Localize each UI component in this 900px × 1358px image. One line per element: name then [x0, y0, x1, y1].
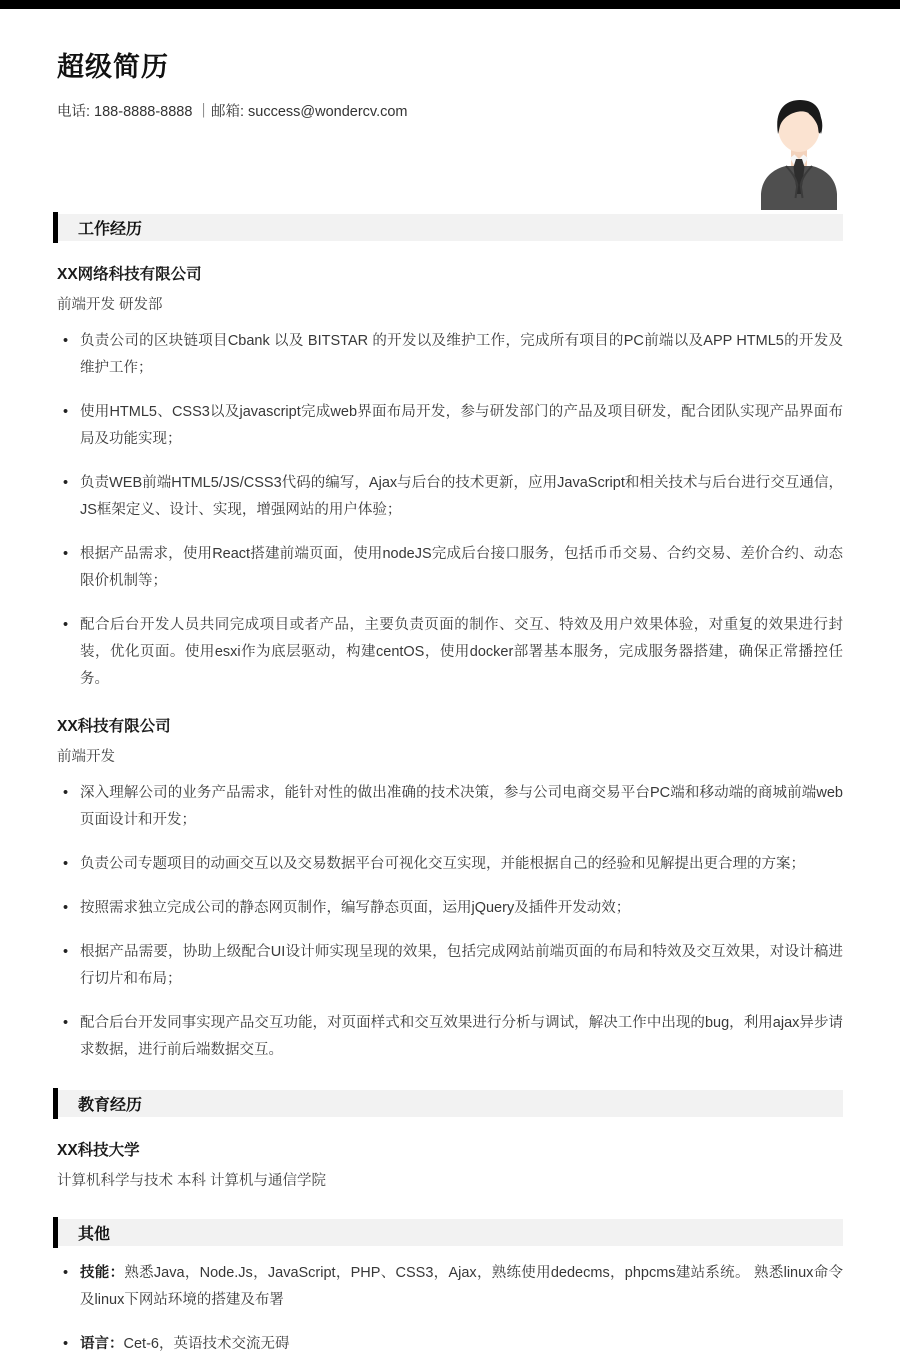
- school-name: XX科技大学: [57, 1141, 140, 1159]
- page-top-bar: [0, 0, 900, 9]
- bullet-item: • 深入理解公司的业务产品需求，能针对性的做出准确的技术决策，参与公司电商交易平台PC端和移动端的商城前端web页面设计和开发；: [57, 780, 843, 834]
- education-detail: 计算机科学与技术 本科 计算机与通信学院: [57, 1172, 327, 1189]
- section-accent-bar: [53, 212, 58, 243]
- bullet-item: • 配合后台开发人员共同完成项目或者产品，主要负责页面的制作、交互、特效及用户效果体验，对重复的效果进行封装，优化页面。使用esxi作为底层驱动，构建centOS，使用docker部署基本服务，完成服务器搭建，确保正常播控任务。: [57, 612, 843, 693]
- bullet-item: • 根据产品需求，使用React搭建前端页面，使用nodeJS完成后台接口服务，包括币币交易、合约交易、差价合约、动态限价机制等；: [57, 541, 843, 595]
- skills-item: [57, 1260, 843, 1314]
- bullet-item: • 按照需求独立完成公司的静态网页制作，编写静态页面，运用jQuery及插件开发动效；: [57, 895, 843, 922]
- company-role: 前端开发: [57, 748, 115, 765]
- person-avatar-icon: [755, 97, 843, 210]
- section-accent-bar: [53, 1088, 58, 1119]
- skills-label: 技能：: [80, 1264, 125, 1281]
- resume-header: [57, 51, 843, 121]
- skills-text: 熟悉Java，Node.Js，JavaScript，PHP、CSS3，Ajax，熟练使用dedecms，phpcms建站系统。 熟悉linux命令及linux下网站环境的搭建及布署: [80, 1264, 844, 1308]
- education-entry: [57, 1138, 843, 1190]
- bullet-item: • 负责公司的区块链项目Cbank 以及 BITSTAR 的开发以及维护工作，完成所有项目的PC前端以及APP HTML5的开发及维护工作；: [57, 328, 843, 382]
- bullet-item: • 负责公司专题项目的动画交互以及交易数据平台可视化交互实现，并能根据自己的经验和见解提出更合理的方案；: [57, 851, 843, 878]
- avatar: [755, 97, 843, 210]
- language-text: Cet-6，英语技术交流无碍: [123, 1335, 290, 1352]
- work-entry-2: [57, 714, 843, 1064]
- bullet-list: [57, 328, 843, 693]
- section-header-other: [53, 1219, 843, 1246]
- company-role: 前端开发 研发部: [57, 296, 163, 313]
- section-other: [57, 1219, 843, 1358]
- section-accent-bar: [53, 1217, 58, 1248]
- section-title-education: 教育经历: [78, 1096, 143, 1114]
- company-name: XX科技有限公司: [57, 717, 171, 735]
- resume-page: [0, 51, 900, 1358]
- section-work: [57, 214, 843, 1064]
- bullet-list: [57, 780, 843, 1064]
- bullet-item: • 使用HTML5、CSS3以及javascript完成web界面布局开发，参与研发部门的产品及项目研发，配合团队实现产品界面布局及功能实现；: [57, 399, 843, 453]
- bullet-item: • 根据产品需要，协助上级配合UI设计师实现呈现的效果，包括完成网站前端页面的布局和特效及交互效果，对设计稿进行切片和布局；: [57, 939, 843, 993]
- section-title-work: 工作经历: [78, 220, 143, 238]
- bullet-item: • 负责WEB前端HTML5/JS/CSS3代码的编写，Ajax与后台的技术更新，应用JavaScript和相关技术与后台进行交互通信，JS框架定义、设计、实现，增强网站的用户体验；: [57, 470, 843, 524]
- section-header-work: [53, 214, 843, 241]
- bullet-item: • 配合后台开发同事实现产品交互功能，对页面样式和交互效果进行分析与调试，解决工作中出现的bug，利用ajax异步请求数据，进行前后端数据交互。: [57, 1010, 843, 1064]
- bullet-list: [57, 1260, 843, 1358]
- resume-title: 超级简历: [57, 52, 169, 82]
- contact-line: 电话: 188-8888-8888 ｜邮箱: success@wondercv.com: [57, 103, 408, 120]
- language-item: [57, 1331, 843, 1358]
- company-name: XX网络科技有限公司: [57, 265, 202, 283]
- section-header-education: [53, 1090, 843, 1117]
- language-label: 语言：: [80, 1335, 124, 1352]
- work-entry-1: [57, 262, 843, 693]
- section-title-other: 其他: [78, 1225, 111, 1243]
- section-education: [57, 1090, 843, 1190]
